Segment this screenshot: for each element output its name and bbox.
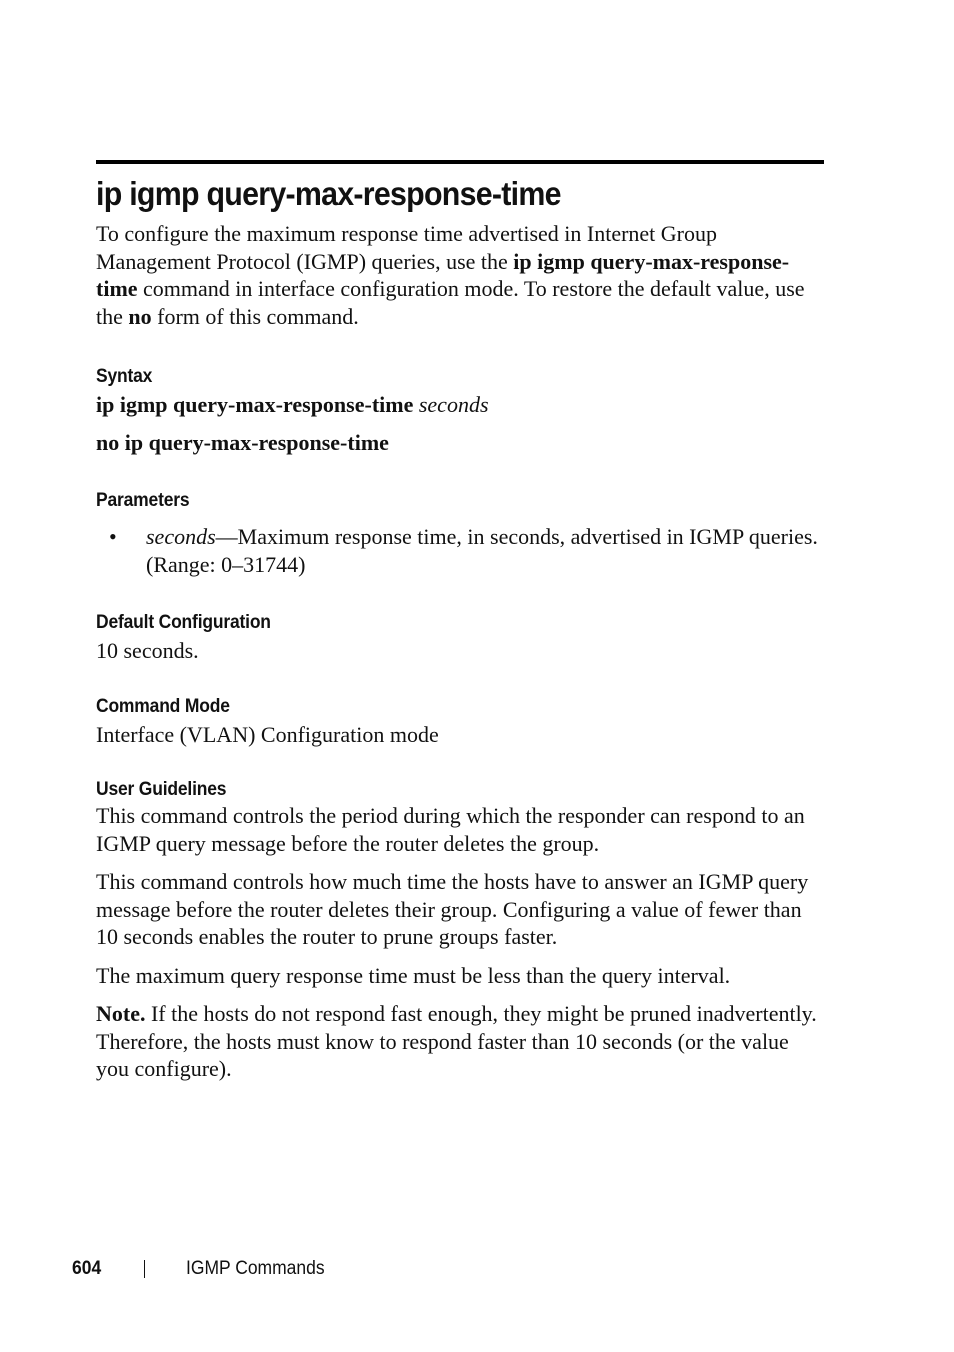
parameters-heading: Parameters [96, 490, 190, 511]
title-rule [96, 160, 824, 164]
page-number: 604 [72, 1258, 102, 1279]
intro-command: ip igmp query-max-response-time [96, 248, 790, 301]
parameter-item [96, 523, 826, 578]
parameter-description: —Maximum response time, in seconds, advertised in IGMP queries. (Range: 0–31744) [146, 524, 818, 577]
default-config-text: 10 seconds. [96, 638, 199, 663]
syntax-line-1: ip igmp query-max-response-time seconds [96, 392, 489, 417]
page-title: ip igmp query-max-response-time [96, 175, 561, 212]
note-label: Note. [96, 1001, 146, 1026]
user-guidelines-heading: User Guidelines [96, 779, 227, 800]
intro-no-keyword: no [128, 303, 152, 329]
intro-paragraph: To configure the maximum response time advertised in Internet Group Management Protocol (IGMP) queries, use the ip igmp query-max-response-time command in interface configuration mode. To restore the default value, use the no form of this command. [96, 221, 805, 329]
page-content [96, 220, 826, 1083]
default-config-heading: Default Configuration [96, 612, 271, 633]
command-mode-heading: Command Mode [96, 695, 230, 717]
guidelines-paragraph-1: This command controls the period during which the responder can respond to an IGMP query message before the router deletes the group. [96, 803, 805, 856]
guidelines-paragraph-2: This command controls how much time the hosts have to answer an IGMP query message before the router deletes their group. Configuring a value of fewer than 10 seconds enables the router to prune groups faster. [96, 869, 809, 949]
note-text: If the hosts do not respond fast enough, they might be pruned inadvertently. Therefore, the hosts must know to respond faster than 10 seconds (or the value you configure). [96, 1001, 817, 1081]
syntax-heading: Syntax [96, 366, 153, 387]
footer-section-title: IGMP Commands [186, 1258, 325, 1279]
command-mode-text: Interface (VLAN) Configuration mode [96, 721, 439, 747]
parameter-name: seconds [146, 524, 216, 549]
syntax-line-2: no ip query-max-response-time [96, 429, 389, 455]
bullet-icon: • [109, 524, 117, 549]
guidelines-note [96, 1000, 826, 1083]
guidelines-paragraph-3: The maximum query response time must be less than the query interval. [96, 962, 731, 988]
footer-separator [144, 1260, 145, 1278]
